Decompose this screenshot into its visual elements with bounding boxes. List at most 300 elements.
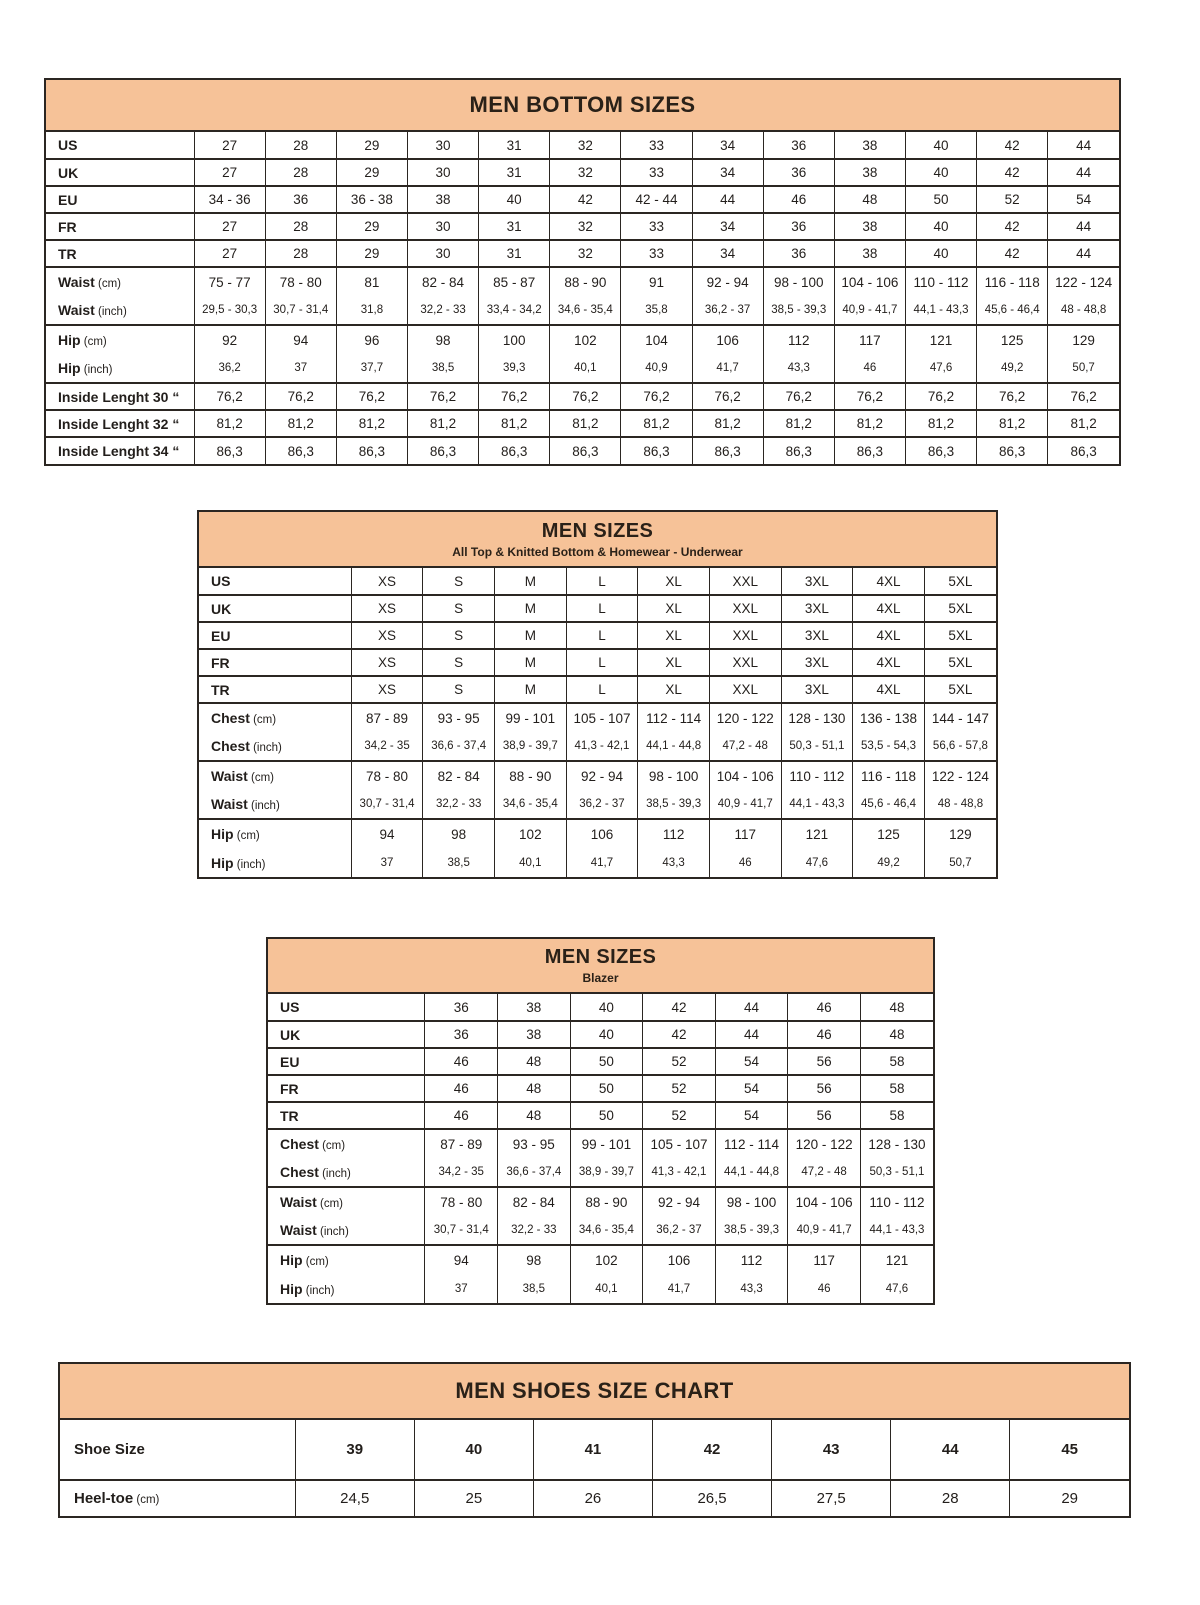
cell-value: 41: [533, 1420, 652, 1480]
row-label: [199, 732, 351, 761]
cell-value: 33: [621, 240, 692, 267]
cell-value: 125: [853, 819, 925, 848]
cell-value: 33: [621, 159, 692, 186]
cell-value: 4XL: [853, 622, 925, 649]
table-row: [268, 1075, 933, 1102]
cell-value: L: [566, 595, 638, 622]
row-label-text: FR: [58, 218, 77, 235]
table-header: [268, 939, 933, 994]
cell-value: 52: [643, 1102, 716, 1129]
table-row: [199, 703, 996, 732]
table-section: [199, 568, 996, 595]
cell-value: 54: [1048, 186, 1119, 213]
cell-value: 48: [860, 994, 933, 1021]
row-label: [46, 325, 194, 354]
cell-value: 32: [550, 159, 621, 186]
cell-value: 38: [834, 240, 905, 267]
cell-value: 38,5: [407, 354, 478, 383]
cell-value: 58: [860, 1048, 933, 1075]
table-row: [46, 240, 1119, 267]
row-label: [199, 790, 351, 819]
row-label-text: Chest: [280, 1164, 319, 1180]
cell-value: 81,2: [265, 410, 336, 437]
cell-value: XXL: [709, 595, 781, 622]
row-label-unit: (inch): [94, 306, 127, 318]
cell-value: 29: [1010, 1480, 1129, 1516]
cell-value: 50: [570, 1102, 643, 1129]
cell-value: 47,2 - 48: [709, 732, 781, 761]
cell-value: 36,2: [194, 354, 265, 383]
cell-value: 30: [407, 132, 478, 159]
cell-value: 110 - 112: [781, 761, 853, 790]
table-section: [268, 994, 933, 1021]
row-label: [199, 676, 351, 703]
cell-value: 36,2 - 37: [566, 790, 638, 819]
cell-value: 93 - 95: [423, 703, 495, 732]
cell-value: 44: [1048, 240, 1119, 267]
cell-value: 34,6 - 35,4: [550, 296, 621, 325]
cell-value: 31: [479, 240, 550, 267]
cell-value: 40: [905, 240, 976, 267]
cell-value: 86,3: [692, 437, 763, 464]
row-label-text: Inside Lenght 32 “: [58, 415, 180, 432]
men-sizes-blazer-table: [266, 937, 935, 1305]
row-label: [199, 595, 351, 622]
table-row: [268, 1274, 933, 1303]
cell-value: 76,2: [692, 383, 763, 410]
cell-value: 28: [265, 213, 336, 240]
table-row: [199, 649, 996, 676]
cell-value: 54: [715, 1048, 788, 1075]
table-row: [268, 1102, 933, 1129]
cell-value: S: [423, 649, 495, 676]
cell-value: 34: [692, 132, 763, 159]
cell-value: 86,3: [194, 437, 265, 464]
cell-value: 41,3 - 42,1: [566, 732, 638, 761]
cell-value: 4XL: [853, 676, 925, 703]
cell-value: L: [566, 676, 638, 703]
table-title: MEN BOTTOM SIZES: [469, 92, 696, 117]
cell-value: 42: [977, 132, 1048, 159]
table-section: [199, 595, 996, 622]
cell-value: 38,5 - 39,3: [763, 296, 834, 325]
cell-value: 5XL: [924, 595, 996, 622]
cell-value: 86,3: [834, 437, 905, 464]
cell-value: 98: [498, 1245, 571, 1274]
cell-value: 76,2: [550, 383, 621, 410]
row-label-unit: (cm): [80, 336, 107, 348]
table-row: [268, 1245, 933, 1274]
men-sizes-top-underwear-table: [197, 510, 998, 879]
table-row: [46, 383, 1119, 410]
cell-value: 120 - 122: [788, 1129, 861, 1158]
cell-value: 3XL: [781, 622, 853, 649]
cell-value: 38: [498, 994, 571, 1021]
cell-value: 44: [1048, 132, 1119, 159]
row-label-text: UK: [211, 600, 232, 617]
cell-value: 112: [763, 325, 834, 354]
table-row: [199, 790, 996, 819]
cell-value: 38: [834, 132, 905, 159]
cell-value: 99 - 101: [495, 703, 567, 732]
cell-value: 3XL: [781, 649, 853, 676]
cell-value: 47,6: [860, 1274, 933, 1303]
cell-value: 128 - 130: [781, 703, 853, 732]
cell-value: 76,2: [905, 383, 976, 410]
row-label: [46, 267, 194, 296]
cell-value: 3XL: [781, 676, 853, 703]
table-title: MEN SIZES: [541, 519, 654, 542]
cell-value: 36: [763, 159, 834, 186]
row-label: [46, 383, 194, 410]
cell-value: 26,5: [653, 1480, 772, 1516]
row-label-text: Waist: [211, 768, 248, 784]
table-section: [46, 383, 1119, 410]
table-section: [199, 761, 996, 819]
row-label-text: US: [58, 137, 78, 153]
cell-value: 81,2: [407, 410, 478, 437]
cell-value: 46: [788, 1274, 861, 1303]
size-table: [60, 1420, 1129, 1516]
cell-value: 76,2: [834, 383, 905, 410]
cell-value: 110 - 112: [860, 1187, 933, 1216]
cell-value: 44: [715, 994, 788, 1021]
table-row: [199, 595, 996, 622]
row-label: [268, 1274, 425, 1303]
table-row: [46, 410, 1119, 437]
cell-value: 38: [407, 186, 478, 213]
cell-value: 78 - 80: [351, 761, 423, 790]
row-label: [199, 761, 351, 790]
table-row: [199, 676, 996, 703]
cell-value: 50,3 - 51,1: [781, 732, 853, 761]
cell-value: 37,7: [336, 354, 407, 383]
cell-value: 48: [860, 1021, 933, 1048]
cell-value: 41,7: [643, 1274, 716, 1303]
cell-value: 48: [498, 1048, 571, 1075]
cell-value: 102: [495, 819, 567, 848]
cell-value: XL: [638, 622, 710, 649]
cell-value: 50,7: [924, 848, 996, 877]
cell-value: 98 - 100: [763, 267, 834, 296]
cell-value: 121: [905, 325, 976, 354]
cell-value: 40,9 - 41,7: [834, 296, 905, 325]
row-label-text: TR: [280, 1107, 299, 1124]
cell-value: 76,2: [479, 383, 550, 410]
cell-value: 96: [336, 325, 407, 354]
cell-value: 56: [788, 1075, 861, 1102]
cell-value: 52: [643, 1075, 716, 1102]
cell-value: 81,2: [550, 410, 621, 437]
cell-value: 58: [860, 1102, 933, 1129]
cell-value: 33: [621, 213, 692, 240]
cell-value: 48 - 48,8: [924, 790, 996, 819]
cell-value: 37: [351, 848, 423, 877]
cell-value: 86,3: [479, 437, 550, 464]
row-label-text: Hip: [211, 826, 234, 842]
cell-value: 36: [763, 132, 834, 159]
cell-value: XL: [638, 676, 710, 703]
row-label: [268, 1245, 425, 1274]
cell-value: 40: [905, 159, 976, 186]
cell-value: 40: [479, 186, 550, 213]
cell-value: XS: [351, 622, 423, 649]
cell-value: 26: [533, 1480, 652, 1516]
cell-value: 4XL: [853, 649, 925, 676]
table-subtitle: Blazer: [582, 971, 619, 985]
cell-value: 38: [498, 1021, 571, 1048]
cell-value: 36,6 - 37,4: [423, 732, 495, 761]
table-row: [268, 1216, 933, 1245]
row-label-text: Inside Lenght 30 “: [58, 388, 180, 405]
cell-value: 94: [265, 325, 336, 354]
cell-value: M: [495, 622, 567, 649]
table-section: [268, 1187, 933, 1245]
table-section: [46, 159, 1119, 186]
row-label-text: Hip: [211, 854, 234, 871]
row-label-text: Waist: [280, 1194, 317, 1210]
cell-value: 45,6 - 46,4: [977, 296, 1048, 325]
cell-value: 121: [860, 1245, 933, 1274]
table-section: [46, 186, 1119, 213]
cell-value: 54: [715, 1102, 788, 1129]
table-row: [60, 1480, 1129, 1516]
table-row: [46, 267, 1119, 296]
table-row: [46, 437, 1119, 464]
men-bottom-sizes-table: [44, 78, 1121, 466]
cell-value: 136 - 138: [853, 703, 925, 732]
row-label-text: EU: [280, 1053, 300, 1070]
cell-value: 36: [265, 186, 336, 213]
table-section: [46, 132, 1119, 159]
table-section: [60, 1480, 1129, 1516]
row-label-unit: (inch): [247, 800, 280, 812]
cell-value: 106: [692, 325, 763, 354]
cell-value: 94: [425, 1245, 498, 1274]
cell-value: 40,1: [495, 848, 567, 877]
cell-value: 25: [414, 1480, 533, 1516]
cell-value: 129: [1048, 325, 1119, 354]
row-label-text: Chest: [280, 1136, 319, 1152]
cell-value: 102: [570, 1245, 643, 1274]
cell-value: 32: [550, 213, 621, 240]
cell-value: 52: [643, 1048, 716, 1075]
row-label: [60, 1420, 295, 1480]
cell-value: 46: [425, 1075, 498, 1102]
cell-value: 38,9 - 39,7: [495, 732, 567, 761]
cell-value: 40,1: [550, 354, 621, 383]
cell-value: 31: [479, 132, 550, 159]
row-label: [46, 186, 194, 213]
cell-value: 144 - 147: [924, 703, 996, 732]
cell-value: 30: [407, 159, 478, 186]
cell-value: 112 - 114: [715, 1129, 788, 1158]
cell-value: 86,3: [550, 437, 621, 464]
table-header: [46, 80, 1119, 132]
cell-value: 48 - 48,8: [1048, 296, 1119, 325]
cell-value: 76,2: [621, 383, 692, 410]
cell-value: 88 - 90: [550, 267, 621, 296]
cell-value: 94: [351, 819, 423, 848]
cell-value: 44: [692, 186, 763, 213]
cell-value: 116 - 118: [853, 761, 925, 790]
cell-value: 40,1: [570, 1274, 643, 1303]
row-label: [46, 437, 194, 464]
cell-value: 100: [479, 325, 550, 354]
cell-value: 5XL: [924, 649, 996, 676]
cell-value: 32,2 - 33: [423, 790, 495, 819]
cell-value: 29: [336, 213, 407, 240]
cell-value: 87 - 89: [425, 1129, 498, 1158]
table-section: [268, 1102, 933, 1129]
cell-value: 105 - 107: [643, 1129, 716, 1158]
cell-value: 104 - 106: [709, 761, 781, 790]
cell-value: XS: [351, 649, 423, 676]
cell-value: 32,2 - 33: [498, 1216, 571, 1245]
table-header: [60, 1364, 1129, 1420]
cell-value: 76,2: [336, 383, 407, 410]
cell-value: 76,2: [763, 383, 834, 410]
cell-value: M: [495, 568, 567, 595]
row-label-unit: (inch): [302, 1284, 335, 1297]
cell-value: 34 - 36: [194, 186, 265, 213]
cell-value: 85 - 87: [479, 267, 550, 296]
row-label-unit: (inch): [233, 858, 266, 871]
table-row: [46, 132, 1119, 159]
row-label-text: US: [280, 999, 300, 1015]
table-row: [268, 1021, 933, 1048]
cell-value: 48: [498, 1075, 571, 1102]
cell-value: 86,3: [265, 437, 336, 464]
row-label: [268, 994, 425, 1021]
cell-value: 42: [977, 240, 1048, 267]
row-label-text: Chest: [211, 710, 250, 726]
cell-value: 46: [763, 186, 834, 213]
cell-value: 34: [692, 159, 763, 186]
cell-value: 50,7: [1048, 354, 1119, 383]
cell-value: 87 - 89: [351, 703, 423, 732]
table-section: [46, 437, 1119, 464]
row-label: [60, 1480, 295, 1516]
cell-value: 86,3: [407, 437, 478, 464]
cell-value: 39: [295, 1420, 414, 1480]
cell-value: S: [423, 676, 495, 703]
size-table: [199, 568, 996, 877]
cell-value: 78 - 80: [265, 267, 336, 296]
cell-value: 43,3: [763, 354, 834, 383]
cell-value: 47,6: [781, 848, 853, 877]
cell-value: 88 - 90: [495, 761, 567, 790]
cell-value: 27: [194, 240, 265, 267]
row-label: [268, 1075, 425, 1102]
cell-value: M: [495, 676, 567, 703]
table-section: [199, 703, 996, 761]
row-label-text: Hip: [280, 1252, 303, 1268]
cell-value: 98: [423, 819, 495, 848]
row-label-text: EU: [211, 627, 231, 644]
table-section: [199, 622, 996, 649]
cell-value: 41,7: [566, 848, 638, 877]
table-section: [199, 819, 996, 877]
cell-value: 92 - 94: [566, 761, 638, 790]
cell-value: 29: [336, 159, 407, 186]
cell-value: 38,9 - 39,7: [570, 1158, 643, 1187]
size-table: [46, 132, 1119, 464]
row-label: [268, 1187, 425, 1216]
cell-value: 88 - 90: [570, 1187, 643, 1216]
cell-value: XS: [351, 595, 423, 622]
row-label-unit: (inch): [249, 742, 282, 754]
cell-value: 36 - 38: [336, 186, 407, 213]
cell-value: 76,2: [977, 383, 1048, 410]
table-subtitle: All Top & Knitted Bottom & Homewear - Underwear: [452, 544, 743, 559]
cell-value: 44,1 - 44,8: [715, 1158, 788, 1187]
row-label-unit: (cm): [302, 1256, 329, 1268]
cell-value: 48: [834, 186, 905, 213]
cell-value: 46: [834, 354, 905, 383]
cell-value: XXL: [709, 649, 781, 676]
cell-value: 30,7 - 31,4: [425, 1216, 498, 1245]
cell-value: 99 - 101: [570, 1129, 643, 1158]
row-label: [46, 132, 194, 159]
cell-value: 44: [1048, 159, 1119, 186]
cell-value: 121: [781, 819, 853, 848]
row-label: [46, 213, 194, 240]
cell-value: 104 - 106: [834, 267, 905, 296]
cell-value: 28: [265, 159, 336, 186]
cell-value: 81,2: [194, 410, 265, 437]
cell-value: 42: [653, 1420, 772, 1480]
cell-value: 45,6 - 46,4: [853, 790, 925, 819]
cell-value: 86,3: [621, 437, 692, 464]
table-row: [199, 732, 996, 761]
row-label-unit: (inch): [80, 364, 113, 376]
cell-value: 41,7: [692, 354, 763, 383]
cell-value: 128 - 130: [860, 1129, 933, 1158]
cell-value: L: [566, 649, 638, 676]
row-label-text: Shoe Size: [74, 1441, 145, 1458]
table-row: [46, 325, 1119, 354]
table-section: [46, 240, 1119, 267]
cell-value: 86,3: [1048, 437, 1119, 464]
cell-value: 31: [479, 159, 550, 186]
cell-value: 27: [194, 132, 265, 159]
cell-value: 56,6 - 57,8: [924, 732, 996, 761]
cell-value: 125: [977, 325, 1048, 354]
cell-value: 36,2 - 37: [692, 296, 763, 325]
cell-value: XS: [351, 568, 423, 595]
cell-value: 78 - 80: [425, 1187, 498, 1216]
row-label-text: FR: [211, 654, 230, 671]
cell-value: XL: [638, 649, 710, 676]
cell-value: 4XL: [853, 595, 925, 622]
table-section: [46, 325, 1119, 383]
cell-value: 44: [1048, 213, 1119, 240]
cell-value: 40,9: [621, 354, 692, 383]
cell-value: 46: [788, 1021, 861, 1048]
cell-value: 122 - 124: [1048, 267, 1119, 296]
cell-value: XXL: [709, 622, 781, 649]
cell-value: 117: [788, 1245, 861, 1274]
cell-value: 81,2: [763, 410, 834, 437]
table-section: [46, 267, 1119, 325]
cell-value: 91: [621, 267, 692, 296]
cell-value: 44: [891, 1420, 1010, 1480]
cell-value: 30: [407, 240, 478, 267]
table-row: [199, 761, 996, 790]
cell-value: 82 - 84: [407, 267, 478, 296]
cell-value: 86,3: [763, 437, 834, 464]
